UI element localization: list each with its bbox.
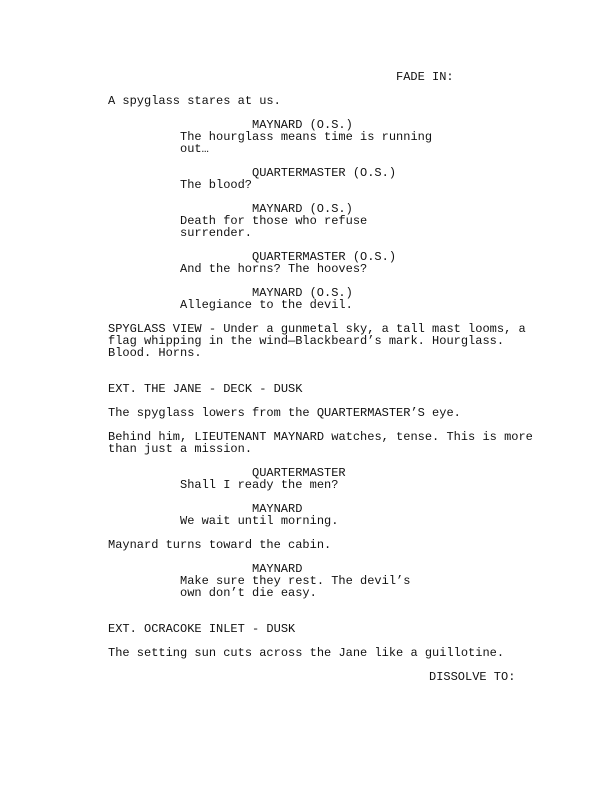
action-line: SPYGLASS VIEW - Under a gunmetal sky, a tall mast looms, a: [108, 322, 526, 336]
dialogue-line: The blood?: [180, 178, 253, 192]
character-cue: QUARTERMASTER: [252, 466, 346, 480]
dialogue-line: Allegiance to the devil.: [180, 298, 353, 312]
dialogue-line: Shall I ready the men?: [180, 478, 339, 492]
dialogue-line: Make sure they rest. The devil’s: [180, 574, 411, 588]
action-line: Maynard turns toward the cabin.: [108, 538, 332, 552]
character-cue: QUARTERMASTER (O.S.): [252, 250, 397, 264]
transition-fade-in: FADE IN:: [396, 70, 454, 84]
character-cue: MAYNARD (O.S.): [252, 202, 353, 216]
action-line: Blood. Horns.: [108, 346, 202, 360]
dialogue-line: surrender.: [180, 226, 253, 240]
transition-dissolve-to: DISSOLVE TO:: [429, 670, 516, 684]
character-cue: MAYNARD (O.S.): [252, 286, 353, 300]
dialogue-line: Death for those who refuse: [180, 214, 368, 228]
dialogue-line: The hourglass means time is running: [180, 130, 433, 144]
action-line: Behind him, LIEUTENANT MAYNARD watches, tense. This is more: [108, 430, 533, 444]
character-cue: QUARTERMASTER (O.S.): [252, 166, 397, 180]
character-cue: MAYNARD: [252, 562, 303, 576]
dialogue-line: We wait until morning.: [180, 514, 339, 528]
action-line: A spyglass stares at us.: [108, 94, 281, 108]
dialogue-line: out…: [180, 142, 209, 156]
action-line: The spyglass lowers from the QUARTERMASTER’S eye.: [108, 406, 461, 420]
dialogue-line: And the horns? The hooves?: [180, 262, 368, 276]
action-line: than just a mission.: [108, 442, 253, 456]
character-cue: MAYNARD (O.S.): [252, 118, 353, 132]
character-cue: MAYNARD: [252, 502, 303, 516]
dialogue-line: own don’t die easy.: [180, 586, 317, 600]
scene-heading: EXT. THE JANE - DECK - DUSK: [108, 382, 303, 396]
action-line: flag whipping in the wind—Blackbeard’s mark. Hourglass.: [108, 334, 505, 348]
action-line: The setting sun cuts across the Jane like a guillotine.: [108, 646, 505, 660]
scene-heading: EXT. OCRACOKE INLET - DUSK: [108, 622, 296, 636]
